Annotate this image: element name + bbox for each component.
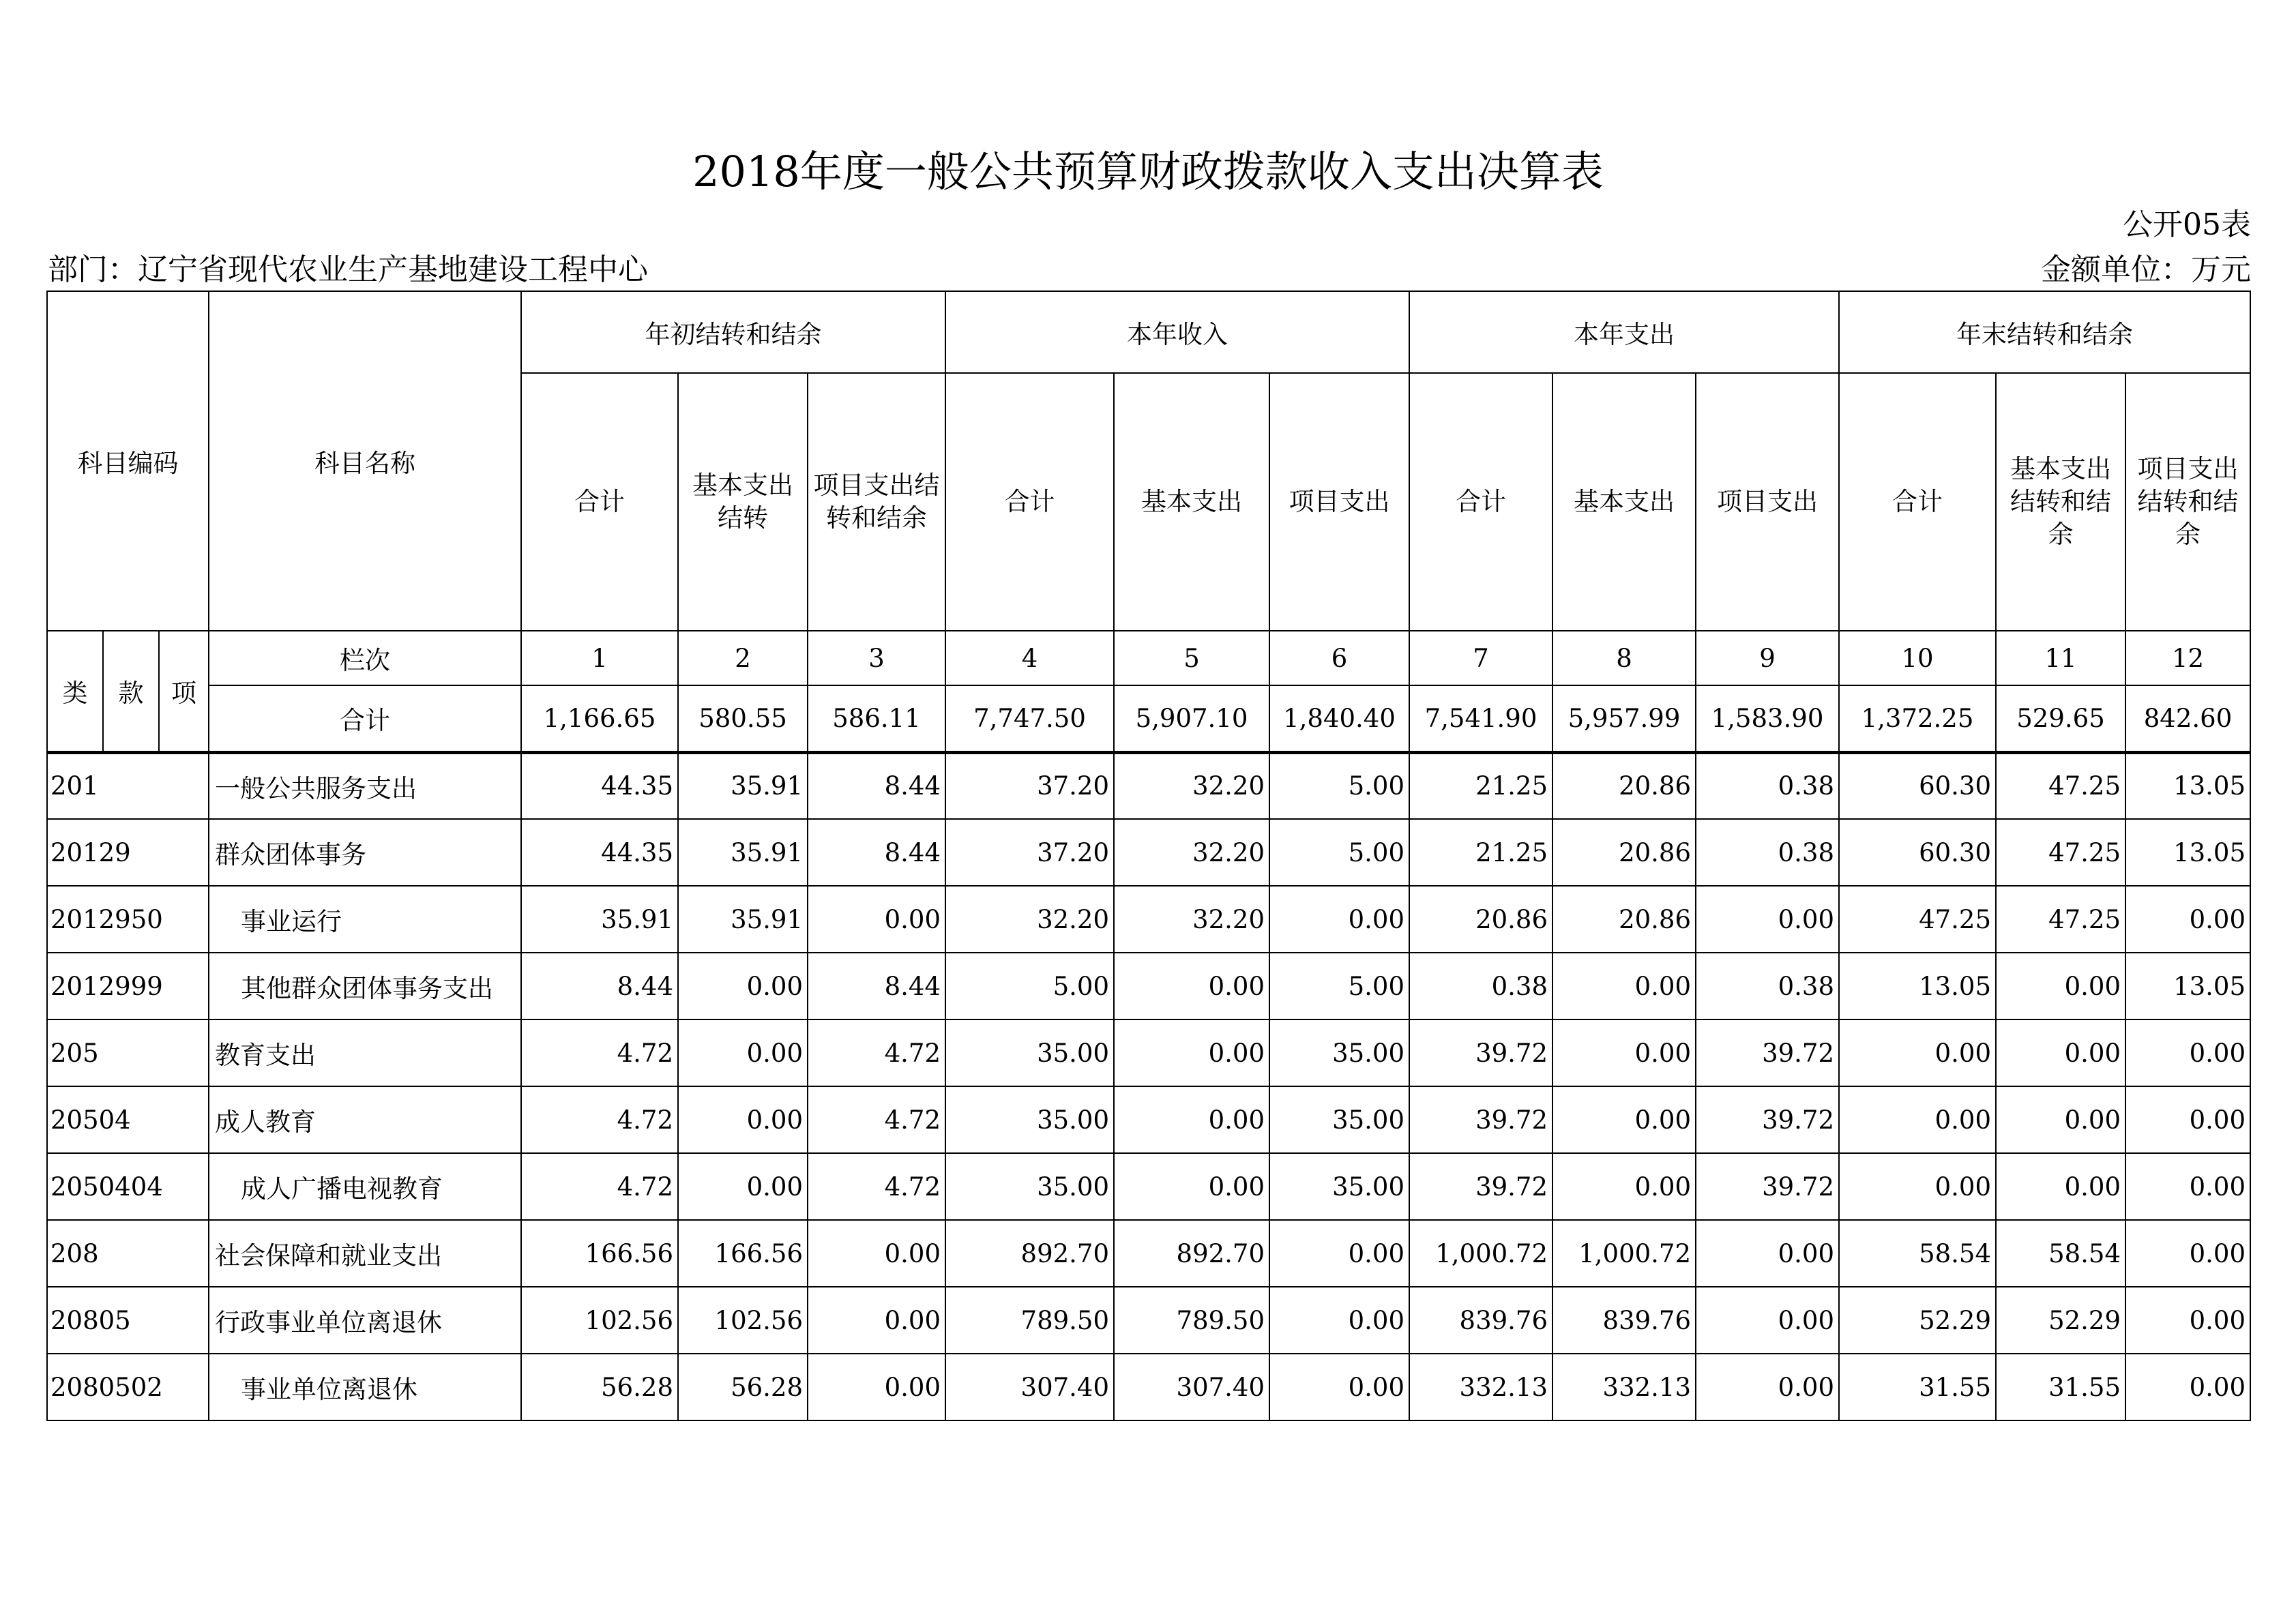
- header-sub-11: 基本支出结转和结余: [1996, 373, 2125, 631]
- row-value: 35.00: [1269, 1019, 1409, 1086]
- row-value: 0.00: [1114, 1086, 1269, 1153]
- row-value: 37.20: [945, 752, 1114, 819]
- row-value: 39.72: [1696, 1086, 1839, 1153]
- total-value: 7,747.50: [945, 685, 1114, 752]
- row-value: 307.40: [945, 1354, 1114, 1420]
- row-value: 52.29: [1996, 1287, 2125, 1354]
- row-value: 0.00: [1996, 1153, 2125, 1220]
- row-value: 0.00: [2125, 1220, 2250, 1287]
- column-number: 1: [521, 631, 678, 685]
- total-row: [47, 685, 2250, 752]
- row-name: 事业单位离退休: [209, 1354, 521, 1420]
- table-row: [47, 752, 2250, 819]
- header-sub-5: 基本支出: [1114, 373, 1269, 631]
- row-value: 0.00: [1839, 1019, 1996, 1086]
- header-sub-12: 项目支出结转和结余: [2125, 373, 2250, 631]
- row-value: 39.72: [1696, 1019, 1839, 1086]
- row-value: 0.00: [678, 1086, 808, 1153]
- column-number-label: 栏次: [209, 631, 521, 685]
- row-value: 0.00: [2125, 1287, 2250, 1354]
- department-label: 部门：辽宁省现代农业生产基地建设工程中心: [48, 252, 648, 287]
- table-row: [47, 819, 2250, 886]
- header-sub-4: 合计: [945, 373, 1114, 631]
- row-value: 13.05: [2125, 819, 2250, 886]
- row-value: 52.29: [1839, 1287, 1996, 1354]
- row-value: 58.54: [1996, 1220, 2125, 1287]
- row-value: 47.25: [1839, 886, 1996, 953]
- header-sub-7: 合计: [1409, 373, 1552, 631]
- row-value: 35.91: [678, 819, 808, 886]
- row-value: 789.50: [1114, 1287, 1269, 1354]
- row-value: 35.00: [945, 1153, 1114, 1220]
- row-value: 4.72: [808, 1019, 945, 1086]
- row-value: 0.00: [1696, 1287, 1839, 1354]
- table-row: [47, 1287, 2250, 1354]
- row-value: 0.00: [1996, 953, 2125, 1019]
- row-value: 37.20: [945, 819, 1114, 886]
- row-value: 102.56: [521, 1287, 678, 1354]
- row-code: 205: [47, 1019, 209, 1086]
- row-value: 0.38: [1409, 953, 1552, 1019]
- row-value: 56.28: [678, 1354, 808, 1420]
- column-number: 3: [808, 631, 945, 685]
- row-value: 8.44: [808, 953, 945, 1019]
- row-value: 39.72: [1409, 1153, 1552, 1220]
- row-value: 21.25: [1409, 752, 1552, 819]
- row-value: 0.00: [1839, 1086, 1996, 1153]
- row-code: 201: [47, 752, 209, 819]
- row-value: 5.00: [1269, 953, 1409, 1019]
- row-value: 0.00: [1552, 953, 1696, 1019]
- table-row: [47, 886, 2250, 953]
- row-value: 20.86: [1552, 752, 1696, 819]
- total-value: 1,372.25: [1839, 685, 1996, 752]
- row-code: 20504: [47, 1086, 209, 1153]
- header-code: 科目编码: [47, 291, 209, 631]
- row-value: 1,000.72: [1552, 1220, 1696, 1287]
- row-value: 35.91: [678, 886, 808, 953]
- row-value: 0.00: [1839, 1153, 1996, 1220]
- table-row: [47, 1354, 2250, 1420]
- row-value: 0.00: [808, 886, 945, 953]
- row-code: 2050404: [47, 1153, 209, 1220]
- table-row: [47, 1220, 2250, 1287]
- row-value: 5.00: [945, 953, 1114, 1019]
- row-value: 8.44: [521, 953, 678, 1019]
- row-value: 4.72: [521, 1019, 678, 1086]
- row-value: 166.56: [678, 1220, 808, 1287]
- row-code: 208: [47, 1220, 209, 1287]
- row-value: 839.76: [1409, 1287, 1552, 1354]
- row-code: 2012950: [47, 886, 209, 953]
- row-value: 0.00: [1114, 1019, 1269, 1086]
- row-value: 0.00: [2125, 1354, 2250, 1420]
- unit-label: 金额单位：万元: [2041, 252, 2251, 287]
- header-sub-9: 项目支出: [1696, 373, 1839, 631]
- column-number: 12: [2125, 631, 2250, 685]
- header-sub-2: 基本支出结转: [678, 373, 808, 631]
- header-sub-8: 基本支出: [1552, 373, 1696, 631]
- column-number: 10: [1839, 631, 1996, 685]
- row-name: 教育支出: [209, 1019, 521, 1086]
- total-value: 586.11: [808, 685, 945, 752]
- column-number: 9: [1696, 631, 1839, 685]
- row-value: 0.00: [2125, 1086, 2250, 1153]
- table-row: [47, 1086, 2250, 1153]
- row-value: 35.00: [945, 1086, 1114, 1153]
- row-value: 35.91: [521, 886, 678, 953]
- row-value: 332.13: [1409, 1354, 1552, 1420]
- row-name: 行政事业单位离退休: [209, 1287, 521, 1354]
- form-number: 公开05表: [2123, 207, 2251, 242]
- row-value: 32.20: [1114, 752, 1269, 819]
- header-name: 科目名称: [209, 291, 521, 631]
- table-row: [47, 1153, 2250, 1220]
- row-value: 31.55: [1996, 1354, 2125, 1420]
- header-group-closing: 年末结转和结余: [1839, 291, 2250, 373]
- row-value: 44.35: [521, 819, 678, 886]
- header-sub-1: 合计: [521, 373, 678, 631]
- row-value: 31.55: [1839, 1354, 1996, 1420]
- row-value: 0.00: [1696, 886, 1839, 953]
- row-value: 0.38: [1696, 953, 1839, 1019]
- row-value: 21.25: [1409, 819, 1552, 886]
- row-value: 0.00: [678, 1019, 808, 1086]
- header-sub-10: 合计: [1839, 373, 1996, 631]
- row-value: 166.56: [521, 1220, 678, 1287]
- row-value: 0.00: [808, 1354, 945, 1420]
- row-value: 0.38: [1696, 752, 1839, 819]
- header-row-groups: [47, 291, 2250, 373]
- row-code: 2012999: [47, 953, 209, 1019]
- row-name: 群众团体事务: [209, 819, 521, 886]
- column-number: 5: [1114, 631, 1269, 685]
- row-name: 成人广播电视教育: [209, 1153, 521, 1220]
- row-value: 5.00: [1269, 752, 1409, 819]
- row-value: 0.00: [1996, 1086, 2125, 1153]
- total-value: 1,840.40: [1269, 685, 1409, 752]
- header-xiang: 项: [159, 631, 209, 752]
- row-value: 892.70: [1114, 1220, 1269, 1287]
- row-value: 39.72: [1409, 1086, 1552, 1153]
- row-value: 20.86: [1552, 819, 1696, 886]
- total-value: 842.60: [2125, 685, 2250, 752]
- row-value: 0.00: [1269, 886, 1409, 953]
- row-value: 35.00: [1269, 1153, 1409, 1220]
- row-value: 60.30: [1839, 752, 1996, 819]
- row-value: 0.38: [1696, 819, 1839, 886]
- total-value: 580.55: [678, 685, 808, 752]
- row-value: 4.72: [521, 1086, 678, 1153]
- header-group-income: 本年收入: [945, 291, 1409, 373]
- row-value: 4.72: [521, 1153, 678, 1220]
- row-value: 0.00: [1552, 1086, 1696, 1153]
- row-name: 社会保障和就业支出: [209, 1220, 521, 1287]
- row-value: 32.20: [945, 886, 1114, 953]
- column-number: 6: [1269, 631, 1409, 685]
- row-value: 332.13: [1552, 1354, 1696, 1420]
- column-number: 7: [1409, 631, 1552, 685]
- total-label: 合计: [209, 685, 521, 752]
- total-value: 5,907.10: [1114, 685, 1269, 752]
- header-group-opening: 年初结转和结余: [521, 291, 945, 373]
- row-value: 13.05: [2125, 953, 2250, 1019]
- header-sub-6: 项目支出: [1269, 373, 1409, 631]
- row-value: 35.00: [1269, 1086, 1409, 1153]
- row-value: 307.40: [1114, 1354, 1269, 1420]
- row-value: 0.00: [1114, 953, 1269, 1019]
- row-value: 0.00: [1696, 1354, 1839, 1420]
- row-value: 0.00: [1552, 1019, 1696, 1086]
- row-code: 20805: [47, 1287, 209, 1354]
- row-value: 20.86: [1552, 886, 1696, 953]
- row-value: 20.86: [1409, 886, 1552, 953]
- total-value: 7,541.90: [1409, 685, 1552, 752]
- table-row: [47, 953, 2250, 1019]
- row-name: 事业运行: [209, 886, 521, 953]
- header-group-expense: 本年支出: [1409, 291, 1839, 373]
- row-value: 0.00: [2125, 1153, 2250, 1220]
- total-value: 5,957.99: [1552, 685, 1696, 752]
- row-value: 32.20: [1114, 819, 1269, 886]
- row-code: 2080502: [47, 1354, 209, 1420]
- row-value: 60.30: [1839, 819, 1996, 886]
- row-value: 47.25: [1996, 886, 2125, 953]
- row-value: 0.00: [1269, 1354, 1409, 1420]
- row-value: 1,000.72: [1409, 1220, 1552, 1287]
- row-value: 0.00: [1552, 1153, 1696, 1220]
- row-value: 892.70: [945, 1220, 1114, 1287]
- row-value: 0.00: [1114, 1153, 1269, 1220]
- row-value: 4.72: [808, 1086, 945, 1153]
- column-number: 11: [1996, 631, 2125, 685]
- row-value: 789.50: [945, 1287, 1114, 1354]
- row-value: 0.00: [2125, 886, 2250, 953]
- row-value: 5.00: [1269, 819, 1409, 886]
- row-value: 0.00: [1269, 1287, 1409, 1354]
- row-value: 39.72: [1696, 1153, 1839, 1220]
- row-value: 56.28: [521, 1354, 678, 1420]
- row-value: 58.54: [1839, 1220, 1996, 1287]
- row-value: 8.44: [808, 819, 945, 886]
- row-code: 20129: [47, 819, 209, 886]
- header-kuan: 款: [103, 631, 159, 752]
- column-number: 4: [945, 631, 1114, 685]
- row-value: 102.56: [678, 1287, 808, 1354]
- page-title: 2018年度一般公共预算财政拨款收入支出决算表: [692, 147, 1604, 196]
- row-value: 39.72: [1409, 1019, 1552, 1086]
- row-name: 其他群众团体事务支出: [209, 953, 521, 1019]
- row-value: 0.00: [808, 1287, 945, 1354]
- row-value: 0.00: [678, 953, 808, 1019]
- row-value: 35.00: [945, 1019, 1114, 1086]
- row-name: 成人教育: [209, 1086, 521, 1153]
- total-value: 1,166.65: [521, 685, 678, 752]
- row-value: 0.00: [1269, 1220, 1409, 1287]
- row-value: 13.05: [1839, 953, 1996, 1019]
- table-row: [47, 1019, 2250, 1086]
- row-value: 47.25: [1996, 752, 2125, 819]
- row-value: 44.35: [521, 752, 678, 819]
- row-value: 13.05: [2125, 752, 2250, 819]
- row-value: 0.00: [1996, 1019, 2125, 1086]
- row-value: 0.00: [1696, 1220, 1839, 1287]
- column-number-row: [47, 631, 2250, 685]
- header-lei: 类: [47, 631, 103, 752]
- total-value: 529.65: [1996, 685, 2125, 752]
- table-body: [47, 752, 2250, 1420]
- column-number: 8: [1552, 631, 1696, 685]
- total-value: 1,583.90: [1696, 685, 1839, 752]
- row-value: 47.25: [1996, 819, 2125, 886]
- row-value: 35.91: [678, 752, 808, 819]
- header-sub-3: 项目支出结转和结余: [808, 373, 945, 631]
- row-value: 0.00: [678, 1153, 808, 1220]
- row-value: 0.00: [808, 1220, 945, 1287]
- column-number: 2: [678, 631, 808, 685]
- row-name: 一般公共服务支出: [209, 752, 521, 819]
- row-value: 32.20: [1114, 886, 1269, 953]
- row-value: 4.72: [808, 1153, 945, 1220]
- row-value: 0.00: [2125, 1019, 2250, 1086]
- row-value: 839.76: [1552, 1287, 1696, 1354]
- budget-table: [46, 291, 2251, 1421]
- row-value: 8.44: [808, 752, 945, 819]
